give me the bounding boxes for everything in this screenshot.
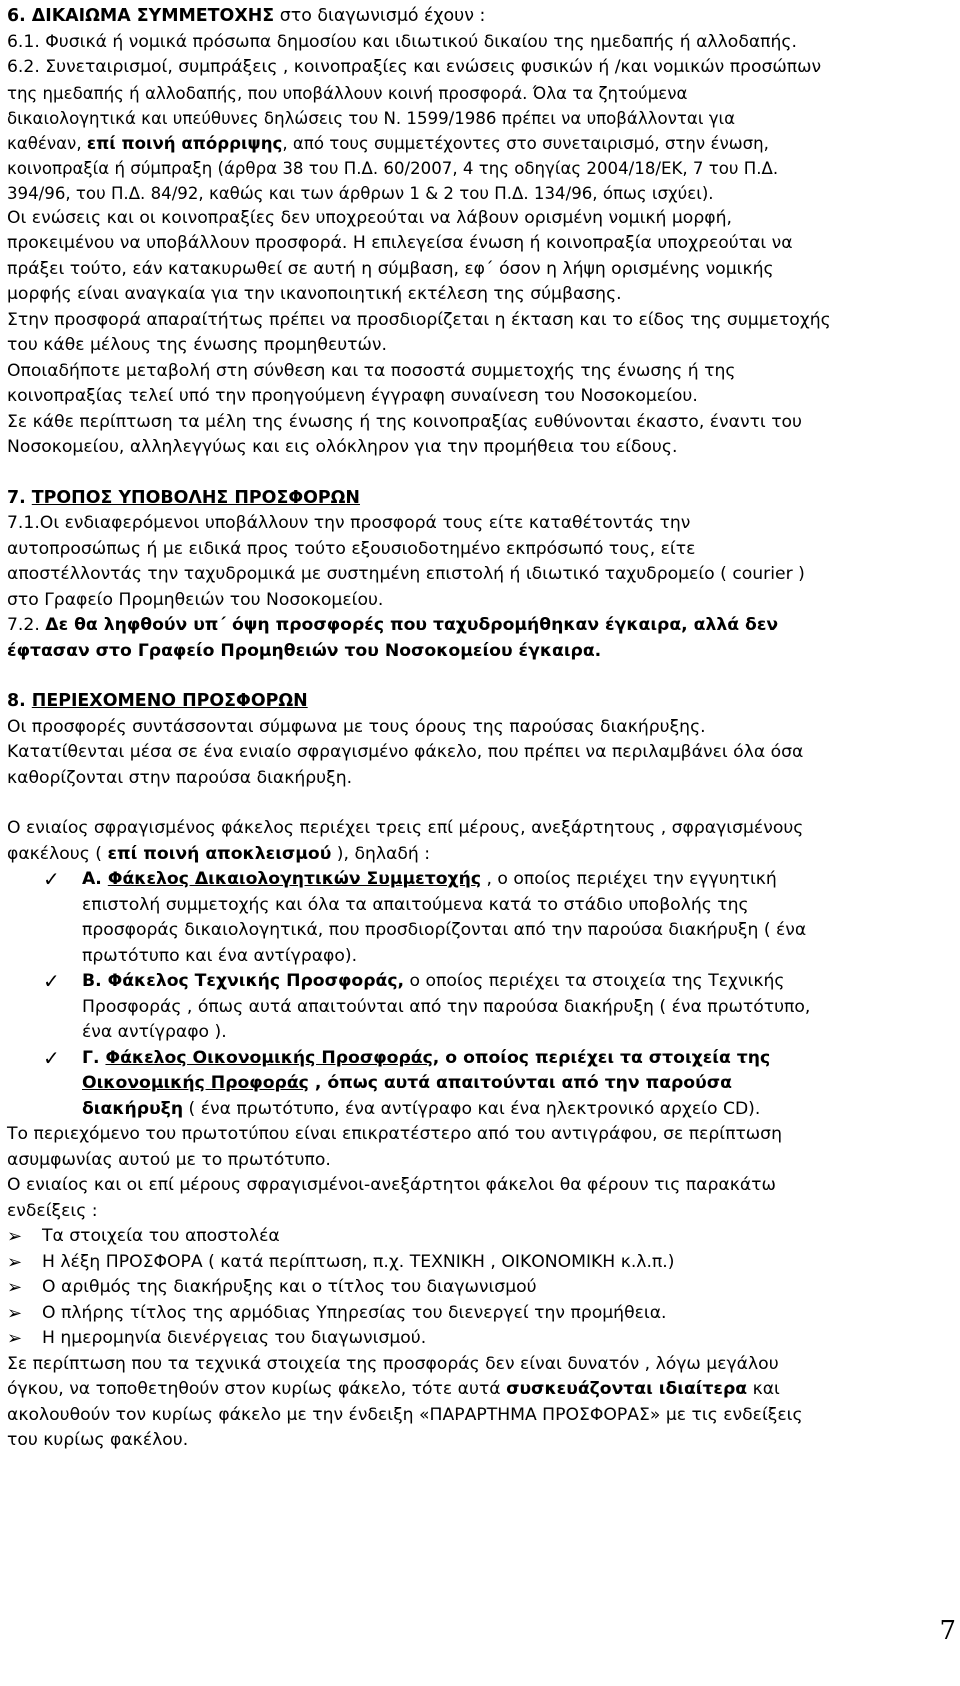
text-line xyxy=(7,1377,937,1403)
text-line: Οι προσφορές συντάσσονται σύμφωνα με τους όρους της παρούσας διακήρυξης. xyxy=(7,716,706,737)
bold-span: Α. xyxy=(82,869,108,889)
arrow-bullet-icon: ➢ xyxy=(7,1226,23,1247)
arrow-bullet-icon: ➢ xyxy=(7,1302,23,1324)
list-item-text: Η λέξη ΠΡΟΣΦΟΡΑ ( κατά περίπτωση, π.χ. ΤΕΧΝΙΚΗ , ΟΙΚΟΝΟΜΙΚΗ κ.λ.π.) xyxy=(42,1251,675,1272)
text-line: Το περιεχόμενο του πρωτοτύπου είναι επικρατέστερο από του αντιγράφου, σε περίπτωση xyxy=(7,1124,782,1144)
text-line: προσφοράς δικαιολογητικά, που προσδιορίζονται από την παρούσα διακήρυξη ( ένα xyxy=(82,920,807,940)
list-item-text: Ο πλήρης τίτλος της αρμόδιας Υπηρεσίας του διενεργεί την προμήθεια. xyxy=(42,1302,667,1323)
text-line xyxy=(7,842,937,868)
list-item-text: Τα στοιχεία του αποστολέα xyxy=(42,1226,280,1246)
text-line: Σε κάθε περίπτωση τα μέλη της ένωσης ή της κοινοπραξίας ευθύνονται έκαστο, έναντι του xyxy=(7,411,803,432)
section-title: ΔΙΚΑΙΩΜΑ ΣΥΜΜΕΤΟΧΗΣ xyxy=(31,6,275,26)
text-line: πρωτότυπο και ένα αντίγραφο). xyxy=(82,945,358,966)
text-line: ένα αντίγραφο ). xyxy=(82,1022,227,1042)
text-line: ασυμφωνίας αυτού με το πρωτότυπο. xyxy=(7,1149,331,1170)
text-line xyxy=(82,867,937,893)
text-line: 7.1.Οι ενδιαφερόμενοι υποβάλλουν την προσφορά τους είτε καταθέτοντάς την xyxy=(7,513,691,533)
list-item xyxy=(7,1301,937,1327)
text-span: ), δηλαδή : xyxy=(331,843,431,864)
text-span: και xyxy=(747,1379,780,1399)
list-item-text: Ο αριθμός της διακήρυξης και ο τίτλος του διαγωνισμού xyxy=(42,1277,537,1297)
text-line xyxy=(82,1046,937,1072)
text-line: Κατατίθενται μέσα σε ένα ενιαίο σφραγισμένο φάκελο, που πρέπει να περιλαμβάνει όλα όσα xyxy=(7,742,804,762)
text-line xyxy=(82,1097,937,1123)
list-item xyxy=(7,1224,937,1250)
list-item xyxy=(7,1275,937,1301)
bold-span: Γ. xyxy=(82,1047,106,1068)
checkmark-icon: ✓ xyxy=(43,1045,60,1070)
text-line: Σε περίπτωση που τα τεχνικά στοιχεία της προσφοράς δεν είναι δυνατόν , λόγω μεγάλου xyxy=(7,1353,779,1374)
envelope-item-a xyxy=(7,867,937,969)
text-line: 394/96, του Π.Δ. 84/92, καθώς και των άρθρων 1 & 2 του Π.Δ. 134/96, όπως ισχύει). xyxy=(7,183,714,203)
section-title: ΠΕΡΙΕΧΟΜΕΝΟ ΠΡΟΣΦΟΡΩΝ xyxy=(31,691,308,711)
text-line: Στην προσφορά απαραίτήτως πρέπει να προσδιορίζεται η έκταση και το είδος της συμμετοχής xyxy=(7,309,831,330)
section-6-heading xyxy=(7,4,937,30)
list-item-text: Η ημερομηνία διενέργειας του διαγωνισμού. xyxy=(42,1328,427,1348)
bold-span: επί ποινή απόρριψης xyxy=(86,133,283,153)
text-line: του κυρίως φακέλου. xyxy=(7,1430,189,1450)
bold-span: Β. xyxy=(82,971,108,991)
text-span: , από τους συμμετέχοντες στο συνεταιρισμό, στην ένωση, xyxy=(282,133,769,153)
checkmark-icon: ✓ xyxy=(43,867,60,891)
section-number: 7. xyxy=(7,487,26,508)
text-span: καθέναν, xyxy=(7,133,87,153)
list-item xyxy=(7,1250,937,1276)
section-7-heading xyxy=(7,486,937,512)
text-line: Οποιαδήποτε μεταβολή στη σύνθεση και τα ποσοστά συμμετοχής της ένωσης ή της xyxy=(7,360,736,381)
text-line: Οι ενώσεις και οι κοινοπραξίες δεν υποχρεούται να λάβουν ορισμένη νομική μορφή, xyxy=(7,207,732,228)
checkmark-icon: ✓ xyxy=(43,969,60,993)
text-line: Νοσοκομείου, αλληλεγγύως και εις ολόκληρον για την προμήθεια του είδους. xyxy=(7,437,678,457)
list-item xyxy=(7,1326,937,1352)
text-line: κοινοπραξίας τελεί υπό την προηγούμενη έγγραφη συναίνεση του Νοσοκομείου. xyxy=(7,386,698,406)
text-line xyxy=(82,969,937,995)
text-line: Ο ενιαίος σφραγισμένος φάκελος περιέχει τρεις επί μέρους, ανεξάρτητους , σφραγισμένους xyxy=(7,818,804,838)
text-line: Ο ενιαίος και οι επί μέρους σφραγισμένοι-ανεξάρτητοι φάκελοι θα φέρουν τις παρακάτω xyxy=(7,1175,776,1195)
text-line: προκειμένου να υποβάλλουν προσφορά. Η επιλεγείσα ένωση ή κοινοπραξία υποχρεούται να xyxy=(7,233,793,253)
text-line: ακολουθούν τον κυρίως φάκελο με την ένδειξη «ΠΑΡΑΡΤΗΜΑ ΠΡΟΣΦΟΡΑΣ» με τις ενδείξεις xyxy=(7,1404,803,1425)
bold-span: , όπως αυτά απαιτούνται από την παρούσα xyxy=(308,1073,732,1093)
text-line: 6.1. Φυσικά ή νομικά πρόσωπα δημοσίου και ιδιωτικού δικαίου της ημεδαπής ή αλλοδαπής. xyxy=(7,31,797,52)
text-line: αυτοπροσώπως ή με ειδικά προς τούτο εξουσιοδοτημένο εκπρόσωπό τους, είτε xyxy=(7,538,696,559)
arrow-bullet-icon: ➢ xyxy=(7,1277,23,1298)
text-span: 7.2. xyxy=(7,615,46,635)
text-line: ενδείξεις : xyxy=(7,1200,98,1221)
text-line: έφτασαν στο Γραφείο Προμηθειών του Νοσοκομείου έγκαιρα. xyxy=(7,640,602,661)
text-line: επιστολή συμμετοχής και όλα τα απαιτούμενα κατά το στάδιο υποβολής της xyxy=(82,894,749,915)
bold-span: Φάκελος Τεχνικής Προσφοράς, xyxy=(107,971,405,991)
text-span: ( ένα πρωτότυπο, ένα αντίγραφο και ένα ηλεκτρονικό αρχείο CD). xyxy=(183,1098,761,1119)
text-span: φακέλους ( xyxy=(7,843,108,864)
bold-underline-span: Φάκελος Οικονομικής Προσφοράς xyxy=(105,1047,433,1068)
page-number: 7 xyxy=(939,1616,956,1646)
bold-span: επί ποινή αποκλεισμού xyxy=(107,843,332,864)
text-line: στο Γραφείο Προμηθειών του Νοσοκομείου. xyxy=(7,589,384,610)
bold-span: , ο οποίος περιέχει τα στοιχεία της xyxy=(432,1047,771,1068)
text-line: μορφής είναι αναγκαία για την ικανοποιητική εκτέλεση της σύμβασης. xyxy=(7,284,622,304)
text-line: 6.2. Συνεταιρισμοί, συμπράξεις , κοινοπραξίες και ενώσεις φυσικών ή /και νομικών προσώπων xyxy=(7,57,822,77)
envelope-item-c xyxy=(7,1046,937,1123)
text-line: δικαιολογητικά και υπεύθυνες δηλώσεις του Ν. 1599/1986 πρέπει να υποβάλλονται για xyxy=(7,108,736,128)
bold-span: Δε θα ληφθούν υπ΄ όψη προσφορές που ταχυδρομήθηκαν έγκαιρα, αλλά δεν xyxy=(45,615,779,635)
section-title: ΤΡΟΠΟΣ ΥΠΟΒΟΛΗΣ ΠΡΟΣΦΟΡΩΝ xyxy=(31,487,360,508)
text-line: Προσφοράς , όπως αυτά απαιτούνται από την παρούσα διακήρυξη ( ένα πρωτότυπο, xyxy=(82,996,811,1017)
text-line xyxy=(7,131,937,156)
section-number: 8. xyxy=(7,691,26,711)
text-line: πράξει τούτο, εάν κατακυρωθεί σε αυτή η σύμβαση, εφ΄ όσον η λήψη ορισμένης νομικής xyxy=(7,258,774,279)
text-line: κοινοπραξία ή σύμπραξη (άρθρα 38 του Π.Δ. 60/2007, 4 της οδηγίας 2004/18/ΕΚ, 7 του Π.Δ. xyxy=(7,158,779,178)
text-span: όγκου, να τοποθετηθούν στον κυρίως φάκελο, τότε αυτά xyxy=(7,1379,507,1399)
arrow-bullet-icon: ➢ xyxy=(7,1328,23,1349)
text-span: , ο οποίος περιέχει την εγγυητική xyxy=(481,869,777,889)
section-subtitle: στο διαγωνισμό έχουν : xyxy=(274,6,486,26)
bold-span: διακήρυξη xyxy=(82,1098,184,1119)
text-line: της ημεδαπής ή αλλοδαπής, που υποβάλλουν κοινή προσφορά. Όλα τα ζητούμενα xyxy=(7,83,688,103)
bold-span: συσκευάζονται ιδιαίτερα xyxy=(506,1379,748,1399)
document-page xyxy=(7,4,937,1454)
text-line xyxy=(82,1071,937,1097)
section-8-heading xyxy=(7,689,937,715)
section-number: 6. xyxy=(7,6,26,26)
text-line: του κάθε μέλους της ένωσης προμηθευτών. xyxy=(7,335,387,355)
text-span: ο οποίος περιέχει τα στοιχεία της Τεχνικής xyxy=(404,971,785,991)
arrow-bullet-icon: ➢ xyxy=(7,1251,23,1273)
text-line: αποστέλλοντάς την ταχυδρομικά με συστημένη επιστολή ή ιδιωτικό ταχυδρομείο ( courier ) xyxy=(7,564,805,584)
envelope-item-b xyxy=(7,969,937,1046)
bold-underline-span: Οικονομικής Προφοράς xyxy=(82,1073,309,1093)
text-line: καθορίζονται στην παρούσα διακήρυξη. xyxy=(7,767,353,788)
text-line xyxy=(7,613,937,639)
bold-underline-span: Φάκελος Δικαιολογητικών Συμμετοχής xyxy=(107,869,482,889)
